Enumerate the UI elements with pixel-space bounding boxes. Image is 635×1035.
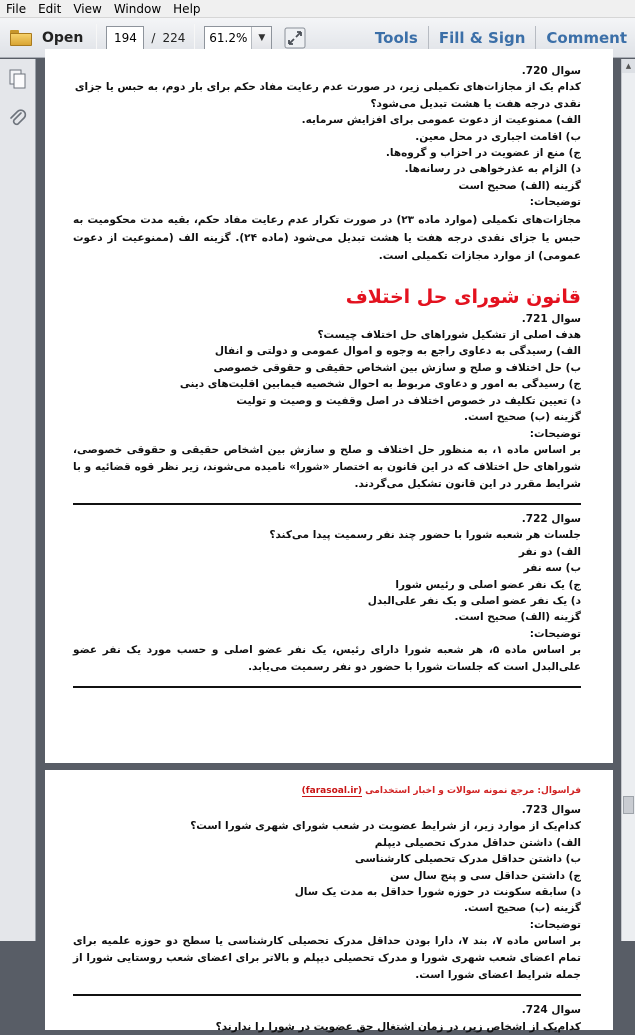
option-d: د) یک نفر عضو اصلی و یک نفر علی‌البدل (367, 594, 581, 607)
scroll-up-icon[interactable]: ▲ (622, 59, 635, 73)
option-c: ج) داشتن حداقل سی و پنج سال سن (390, 869, 581, 882)
explanation-text: مجازات‌های تکمیلی (موارد ماده ۲۳) در صورت تکرار عدم رعایت مفاد حکم، بقیه مدت محکومیت به حبس یا جزای نقدی درجه هفت یا هشت تبدیل می‌شود (ماده ۲۴). گزینه الف (ممنوعیت از دعوت عمومی) از موارد مجازات تکمیلی است. (73, 213, 582, 262)
site-link[interactable]: (farasoal.ir) (301, 786, 363, 796)
menu-view[interactable]: View (73, 1, 102, 16)
question-number: سوال 721. (521, 312, 581, 325)
option-b: ب) اقامت اجباری در محل معین. (415, 130, 581, 143)
page-number-input[interactable]: 194 (106, 26, 144, 50)
menu-edit[interactable]: Edit (38, 1, 62, 16)
menu-file[interactable]: File (6, 1, 27, 16)
explanation-text: بر اساس ماده ۵، هر شعبه شورا دارای رئیس، یک نفر عضو اصلی و حسب مورد یک نفر عضو علی‌البدل است که جلسات شورا با حضور دو نفر رسمیت می‌یابد. (73, 644, 582, 674)
page-thumbnails-icon[interactable] (0, 59, 36, 99)
pdf-page (45, 770, 613, 1033)
question-number: سوال 720. (521, 65, 581, 77)
fill-sign-button[interactable]: Fill & Sign (438, 28, 526, 47)
folder-icon (10, 30, 32, 46)
question-text: کدام یک از مجازات‌های تکمیلی زیر، در صورت عدم رعایت مفاد حکم برای بار دوم، به حبس یا جزای نقدی درجه هفت یا هشت تبدیل می‌شود؟ (74, 81, 581, 110)
pdf-page (45, 49, 613, 763)
option-d: د) الزام به عذرخواهی در رسانه‌ها. (404, 163, 581, 176)
zoom-select[interactable] (204, 26, 272, 50)
explanation-label: توضیحات: (529, 196, 581, 209)
scrollbar-thumb[interactable] (623, 796, 634, 814)
page-content (73, 63, 581, 694)
answer: گزینه (الف) صحیح است. (454, 611, 581, 624)
option-b: ب) داشتن حداقل مدرک تحصیلی کارشناسی (354, 853, 581, 866)
question-text: کدام‌یک از موارد زیر، از شرایط عضویت در شعب شورای شهری شورا است؟ (190, 820, 581, 833)
question-text: جلسات هر شعبه شورا با حضور چند نفر رسمیت پیدا می‌کند؟ (269, 529, 581, 542)
section-title: قانون شورای حل اختلاف (345, 285, 581, 308)
explanation-label: توضیحات: (529, 627, 581, 640)
option-a: الف) دو نفر (518, 545, 581, 558)
answer: گزینه (الف) صحیح است (458, 179, 581, 192)
page-header (73, 784, 581, 798)
option-d: د) تعیین تکلیف در خصوص اختلاف در اصل وقفیت و وصیت و تولیت (236, 394, 581, 407)
tools-button[interactable]: Tools (374, 28, 418, 47)
open-button[interactable] (6, 23, 87, 53)
divider (73, 994, 581, 996)
question-text: هدف اصلی از تشکیل شوراهای حل اختلاف چیست؟ (317, 329, 581, 342)
toolbar-divider (194, 24, 195, 52)
option-c: ج) منع از عضویت در احزاب و گروه‌ها. (385, 147, 581, 160)
question-text: کدام‌یک از اشخاص زیر، در زمان اشتغال حق عضویت در شورا را ندارند؟ (215, 1020, 581, 1033)
attachments-icon[interactable] (0, 99, 36, 139)
option-d: د) سابقه سکونت در حوزه شورا حداقل به مدت یک سال (294, 886, 581, 899)
divider (73, 686, 581, 688)
explanation-label: توضیحات: (529, 427, 581, 440)
option-a: الف) داشتن حداقل مدرک تحصیلی دیپلم (374, 836, 581, 849)
vertical-scrollbar[interactable] (621, 59, 635, 941)
explanation-text: بر اساس ماده ۷، بند ۷، دارا بودن حداقل مدرک تحصیلی کارشناسی یا سطح دو حوزه علمیه برای تمام اعضای شعب شهری شورا و مدرک تحصیلی دیپلم و بالاتر برای اعضای شعب روستایی شورا از جمله شرایط اعضای شورا است. (73, 935, 582, 982)
open-label: Open (42, 29, 84, 46)
question-number: سوال 722. (521, 512, 581, 525)
divider (73, 503, 581, 505)
option-a: الف) رسیدگی به دعاوی راجع به وجوه و اموال عمومی و دولتی و انفال (214, 345, 581, 358)
comment-button[interactable]: Comment (546, 28, 627, 47)
zoom-value[interactable]: 61.2% (209, 30, 248, 45)
menu-bar (0, 0, 635, 18)
toolbar-divider (96, 24, 97, 52)
chevron-down-icon[interactable]: ▼ (251, 27, 271, 49)
question-number: سوال 723. (521, 804, 581, 816)
explanation-label: توضیحات: (529, 918, 581, 931)
option-c: ج) رسیدگی به امور و دعاوی مربوط به احوال شخصیه فیمابین اقلیت‌های دینی (179, 378, 581, 391)
explanation-text: بر اساس ماده ۱، به منظور حل اختلاف و صلح و سازش بین اشخاص حقیقی و حقوقی خصوصی، شوراهای حل اختلاف که در این قانون به اختصار «شورا» نامیده می‌شوند، زیر نظر قوه قضائیه و با شرایط مقرر در این قانون تشکیل می‌گردند. (73, 443, 581, 490)
page-content (73, 784, 581, 1035)
answer: گزینه (ب) صحیح است. (464, 411, 581, 424)
expand-icon[interactable] (282, 25, 308, 51)
question-number: سوال 724. (521, 1004, 581, 1017)
menu-window[interactable]: Window (113, 1, 162, 16)
total-pages: 224 (162, 30, 186, 45)
option-b: ب) حل اختلاف و صلح و سازش بین اشخاص حقیقی و حقوقی خصوصی (213, 361, 581, 374)
document-viewport[interactable] (37, 59, 621, 1033)
option-b: ب) سه نفر (523, 562, 581, 575)
navigation-panel (0, 59, 36, 941)
page-separator: / (151, 30, 156, 45)
answer: گزینه (ب) صحیح است. (464, 902, 581, 915)
menu-help[interactable]: Help (173, 1, 201, 16)
option-a: الف) ممنوعیت از دعوت عمومی برای افزایش سرمایه. (301, 114, 581, 127)
header-text: فراسوال: مرجع نمونه سوالات و اخبار استخدامی (365, 786, 581, 796)
option-c: ج) یک نفر عضو اصلی و رئیس شورا (395, 578, 581, 591)
